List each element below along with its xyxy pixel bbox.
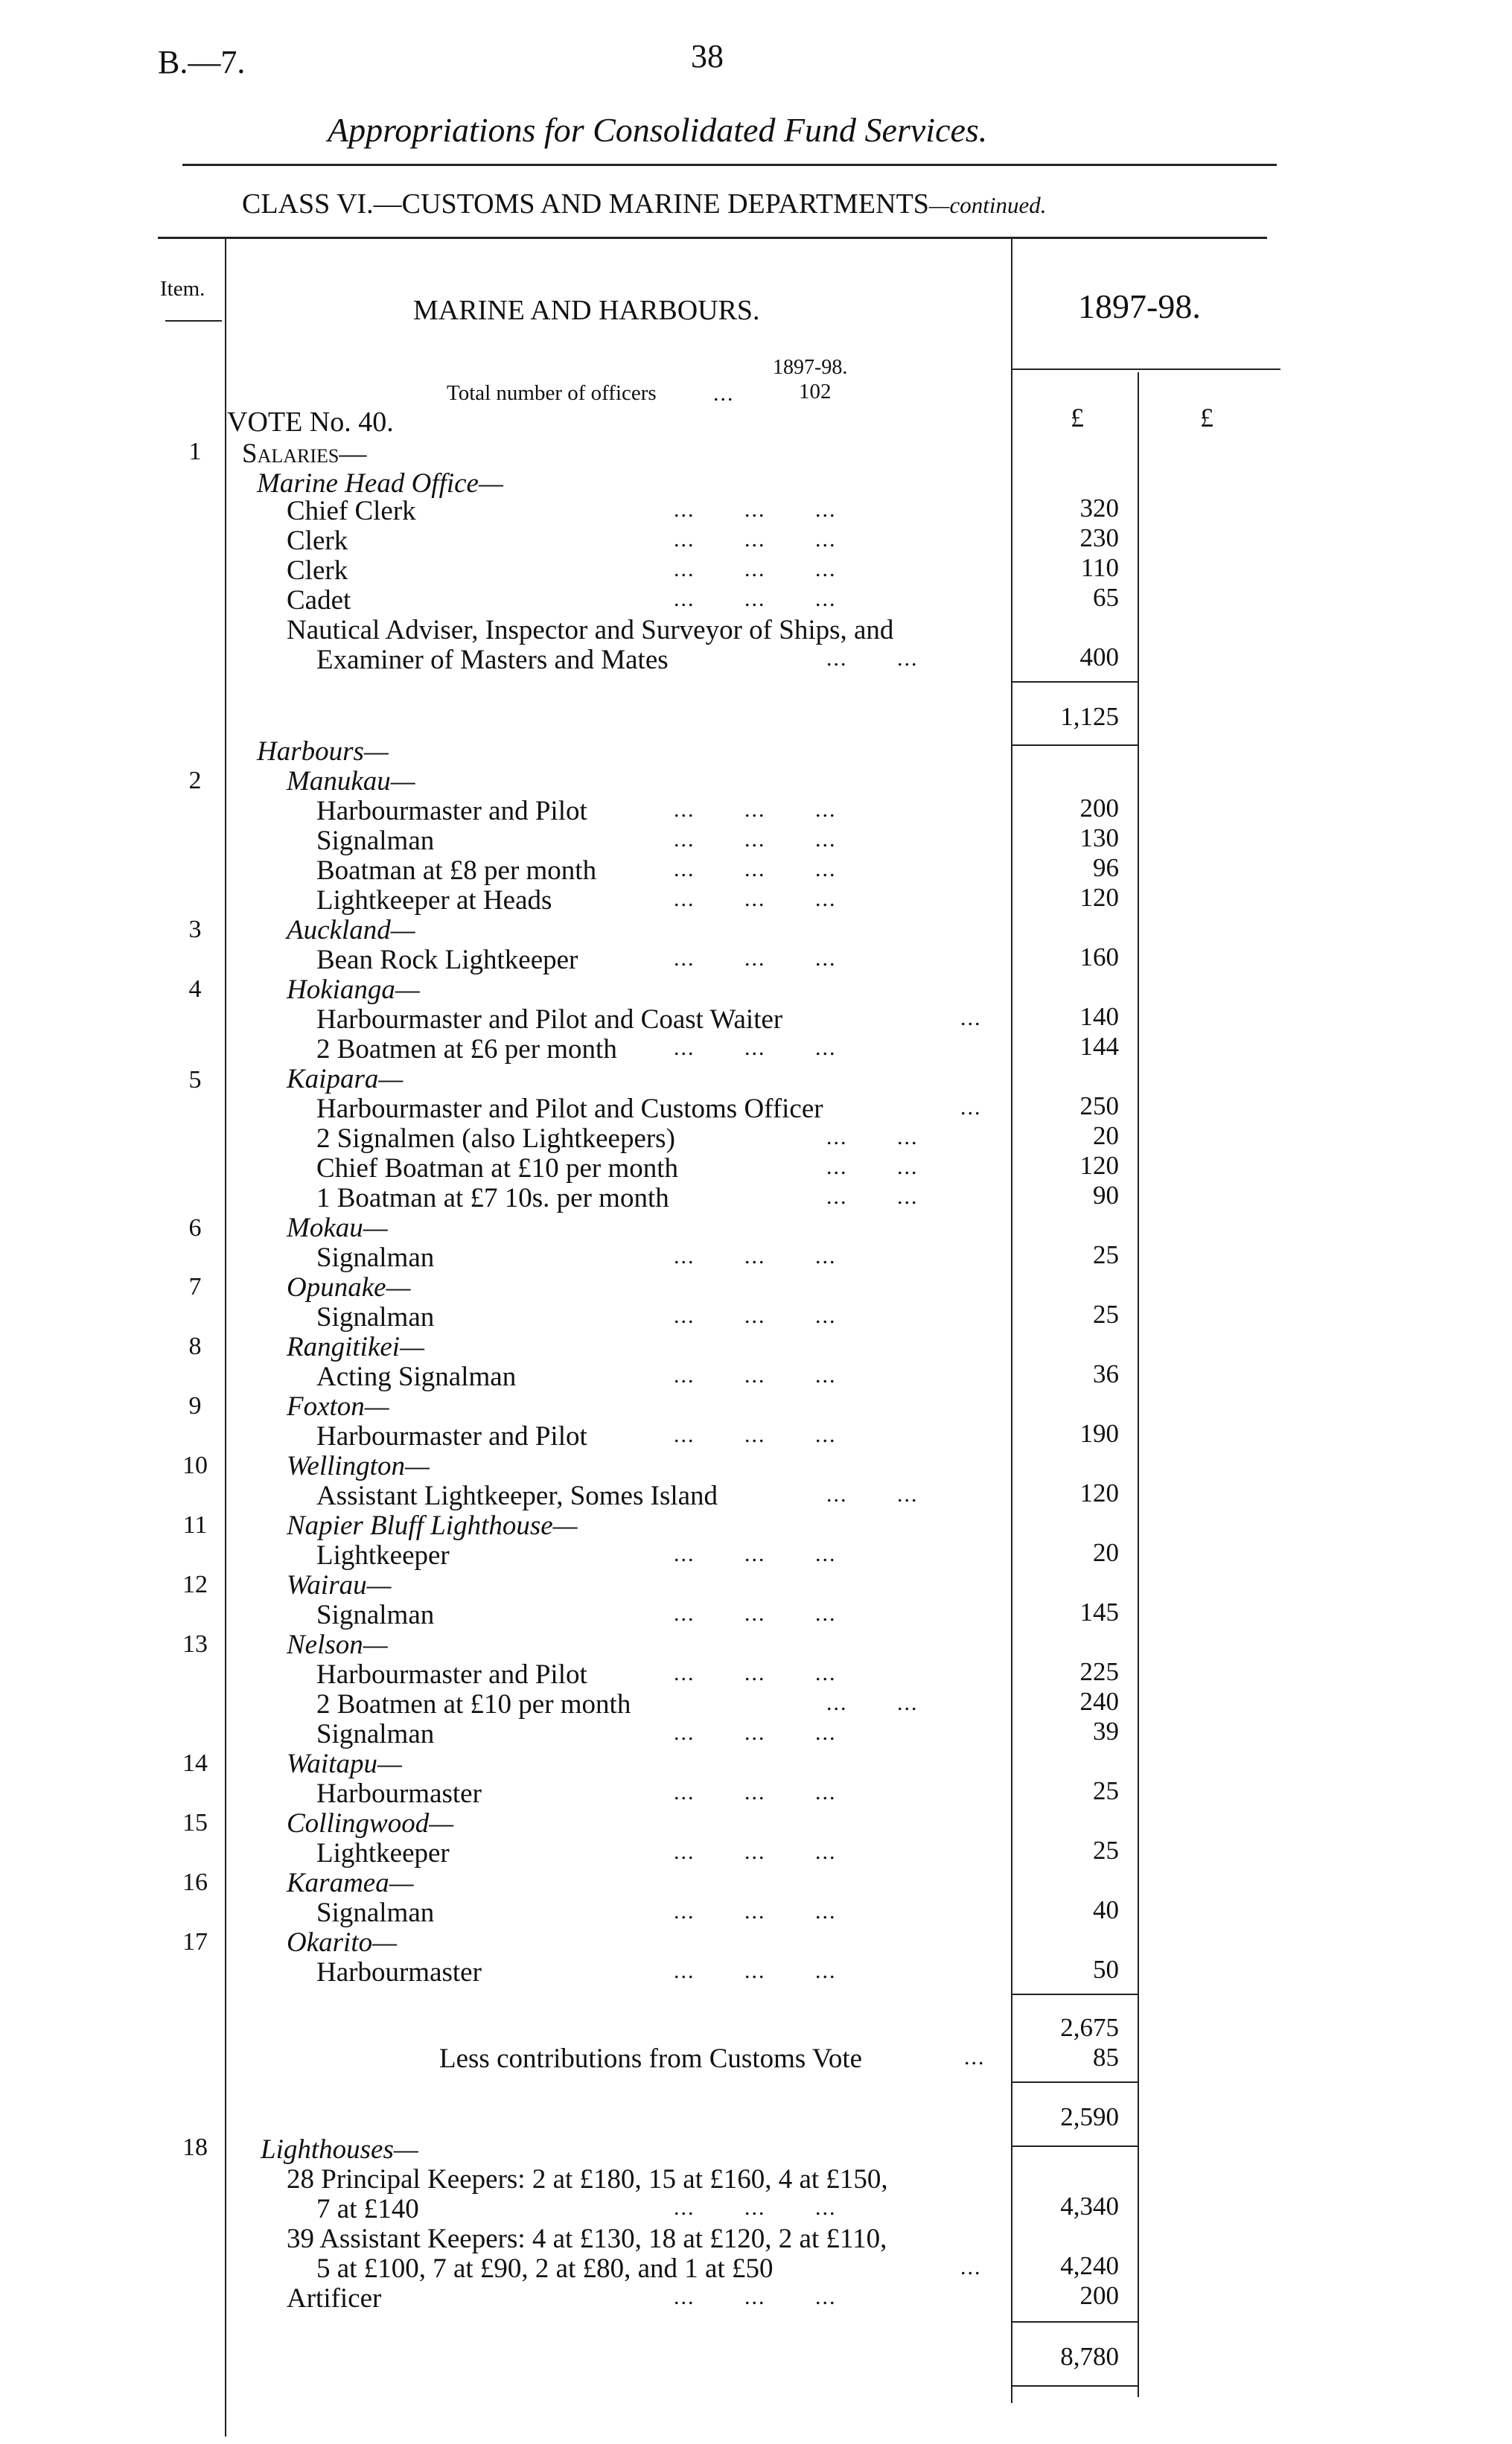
item-number: 14 — [182, 1749, 208, 1777]
row-label: 28 Principal Keepers: 2 at £180, 15 at £160, 4 at £150, — [287, 2164, 888, 2195]
item-number: 5 — [188, 1066, 202, 1094]
row-label: Acting Signalman — [316, 1362, 517, 1392]
leader-dots: ... ... ... — [674, 587, 837, 611]
leader-dots: ... ... ... — [674, 1780, 837, 1805]
row-label: 39 Assistant Keepers: 4 at £130, 18 at £120, 2 at £110, — [287, 2224, 887, 2254]
row-label: Lightkeeper — [316, 1540, 450, 1571]
leader-dots: ... ... ... — [674, 1304, 837, 1328]
item-number: 16 — [182, 1869, 208, 1896]
less-contributions-label: Less contributions from Customs Vote — [439, 2043, 863, 2074]
leader-dots: ... ... — [826, 1155, 919, 1179]
page-reference: B.—7. — [158, 44, 246, 80]
year-column-header: 1897-98. — [1078, 287, 1201, 325]
item-head-underline — [165, 320, 222, 322]
row-amount: 36 — [1093, 1359, 1119, 1388]
row-label: Lightkeeper — [316, 1838, 450, 1869]
row-label: Signalman — [316, 1898, 435, 1928]
row-amount: 20 — [1093, 1121, 1119, 1150]
leader-dots: ... ... — [826, 1184, 919, 1209]
leader-dots: ... — [960, 1095, 982, 1120]
subtotal-rule — [1012, 681, 1139, 683]
row-amount: 110 — [1080, 553, 1119, 582]
row-amount: 200 — [1079, 2281, 1119, 2310]
item-number: 13 — [182, 1630, 208, 1658]
marine-head-office-heading: Marine Head Office— — [257, 468, 503, 499]
class-heading-continued: —continued. — [928, 192, 1047, 218]
officers-dots: ... — [713, 381, 735, 406]
row-label-continued: 5 at £100, 7 at £90, 2 at £80, and 1 at £50 — [316, 2253, 773, 2284]
row-amount: 190 — [1079, 1419, 1119, 1448]
leader-dots: ... — [960, 2255, 982, 2279]
department-heading: MARINE AND HARBOURS. — [413, 295, 760, 326]
harbour-name: Auckland— — [287, 915, 415, 945]
row-label: Clerk — [287, 526, 348, 556]
lighthouses-heading: Lighthouses— — [261, 2134, 418, 2165]
subtotal-rule — [1012, 2081, 1139, 2083]
leader-dots: ... ... ... — [674, 857, 837, 881]
row-amount: 160 — [1079, 942, 1119, 971]
item-number: 3 — [188, 916, 202, 943]
subtotal-amount: 1,125 — [1060, 702, 1119, 731]
row-label: Harbourmaster and Pilot and Customs Officer — [316, 1094, 823, 1124]
leader-dots: ... ... ... — [674, 497, 837, 522]
harbour-name: Wellington— — [287, 1451, 430, 1481]
harbour-name: Kaipara— — [287, 1064, 403, 1094]
row-amount: 65 — [1093, 583, 1119, 612]
item-column-header: Item. — [160, 277, 205, 301]
row-amount: 4,240 — [1060, 2251, 1119, 2280]
leader-dots: ... ... — [826, 646, 919, 671]
pound-symbol-1: £ — [1071, 403, 1084, 433]
officers-count: 102 — [799, 380, 832, 403]
item-number: 1 — [188, 438, 202, 465]
harbour-name: Hokianga— — [287, 974, 420, 1005]
harbour-name: Karamea— — [287, 1868, 414, 1898]
row-amount: 225 — [1079, 1657, 1119, 1686]
row-label: Nautical Adviser, Inspector and Surveyor of Ships, and — [287, 615, 894, 645]
row-amount: 25 — [1093, 1776, 1119, 1805]
leader-dots: ... ... ... — [674, 1542, 837, 1566]
leader-dots: ... — [964, 2045, 986, 2070]
item-number: 2 — [188, 767, 202, 794]
leader-dots: ... ... ... — [674, 946, 837, 971]
row-amount: 4,340 — [1060, 2192, 1119, 2221]
row-label: Harbourmaster and Pilot — [316, 796, 587, 826]
row-amount: 145 — [1079, 1598, 1119, 1627]
row-label: Chief Clerk — [287, 496, 416, 526]
row-label: Artificer — [287, 2283, 382, 2314]
row-amount: 25 — [1093, 1240, 1119, 1269]
item-number: 17 — [182, 1928, 208, 1956]
leader-dots: ... ... ... — [674, 1363, 837, 1388]
row-label: 2 Boatmen at £6 per month — [316, 1034, 617, 1065]
leader-dots: ... ... — [826, 1482, 919, 1507]
deduction-amount: 85 — [1093, 2043, 1119, 2072]
row-label-continued: Examiner of Masters and Mates — [316, 645, 669, 675]
leader-dots: ... ... ... — [674, 2195, 837, 2220]
item-number: 7 — [188, 1273, 202, 1301]
subtotal-amount: 2,675 — [1060, 2013, 1119, 2042]
total-rule — [1012, 2321, 1139, 2323]
row-amount: 120 — [1079, 1478, 1119, 1507]
harbour-name: Manukau— — [287, 766, 415, 797]
row-amount: 240 — [1079, 1687, 1119, 1716]
row-label: 2 Boatmen at £10 per month — [316, 1689, 631, 1720]
row-amount: 250 — [1079, 1091, 1119, 1120]
total-rule — [1012, 2385, 1139, 2387]
row-label: Boatman at £8 per month — [316, 855, 597, 886]
harbour-name: Wairau— — [287, 1570, 392, 1601]
row-label-continued: 7 at £140 — [316, 2194, 419, 2224]
row-label: Harbourmaster and Pilot and Coast Waiter — [316, 1004, 783, 1035]
row-amount: 50 — [1093, 1955, 1119, 1984]
row-amount: 96 — [1093, 853, 1119, 882]
row-label: Signalman — [316, 1600, 435, 1630]
row-amount: 130 — [1079, 823, 1119, 852]
officers-year: 1897-98. — [773, 356, 848, 379]
row-label: Assistant Lightkeeper, Somes Island — [316, 1481, 718, 1511]
row-label: Bean Rock Lightkeeper — [316, 945, 578, 975]
leader-dots: ... ... ... — [674, 827, 837, 852]
total-amount: 8,780 — [1060, 2342, 1119, 2371]
leader-dots: ... ... ... — [674, 1661, 837, 1685]
page-title: Appropriations for Consolidated Fund Services. — [328, 111, 988, 149]
item-number: 11 — [182, 1511, 208, 1539]
leader-dots: ... ... — [826, 1125, 919, 1149]
row-label: Chief Boatman at £10 per month — [316, 1153, 679, 1184]
amount-column-rule-mid — [1138, 372, 1139, 2397]
row-amount: 25 — [1093, 1836, 1119, 1865]
vote-number: VOTE No. 40. — [227, 406, 394, 438]
row-amount: 39 — [1093, 1717, 1119, 1746]
class-heading — [242, 188, 1046, 220]
subtotal-rule — [1012, 744, 1139, 746]
harbour-name: Opunake— — [287, 1272, 411, 1303]
row-amount: 90 — [1093, 1181, 1119, 1210]
row-amount: 20 — [1093, 1538, 1119, 1567]
item-number: 9 — [188, 1392, 202, 1420]
row-label: Harbourmaster — [316, 1957, 482, 1988]
title-rule — [182, 164, 1277, 166]
subtotal-rule — [1012, 2145, 1139, 2147]
officers-label: Total number of officers — [447, 381, 657, 405]
row-amount: 320 — [1079, 494, 1119, 523]
row-label: 2 Signalmen (also Lightkeepers) — [316, 1123, 675, 1154]
leader-dots: ... ... ... — [674, 1840, 837, 1864]
item-column-rule — [225, 237, 226, 2437]
leader-dots: ... ... ... — [674, 1601, 837, 1626]
item-number: 10 — [182, 1452, 208, 1479]
subtotal-amount: 2,590 — [1060, 2102, 1119, 2131]
harbour-name: Rangitikei— — [287, 1332, 424, 1362]
row-amount: 25 — [1093, 1300, 1119, 1329]
row-label: Signalman — [316, 1719, 435, 1749]
subtotal-rule — [1012, 1994, 1139, 1995]
pound-symbol-2: £ — [1200, 403, 1213, 433]
harbour-name: Waitapu— — [287, 1749, 402, 1779]
row-label: Lightkeeper at Heads — [316, 885, 552, 916]
row-amount: 120 — [1079, 883, 1119, 912]
row-label: Harbourmaster — [316, 1778, 482, 1809]
harbour-name: Napier Bluff Lighthouse— — [287, 1510, 578, 1541]
row-amount: 230 — [1079, 523, 1119, 552]
harbour-name: Collingwood— — [287, 1808, 454, 1839]
item-number: 18 — [182, 2134, 208, 2161]
leader-dots: ... ... ... — [674, 1244, 837, 1269]
leader-dots: ... ... ... — [674, 1959, 837, 1983]
row-amount: 144 — [1079, 1032, 1119, 1061]
harbours-heading: Harbours— — [257, 736, 389, 767]
row-label: Clerk — [287, 555, 348, 586]
page-number: 38 — [691, 38, 724, 74]
leader-dots: ... ... ... — [674, 2285, 837, 2309]
leader-dots: ... ... ... — [674, 1036, 837, 1060]
harbour-name: Nelson— — [287, 1630, 388, 1660]
row-amount: 40 — [1093, 1895, 1119, 1924]
row-label: Cadet — [287, 585, 351, 616]
row-label: 1 Boatman at £7 10s. per month — [316, 1183, 669, 1213]
leader-dots: ... ... ... — [674, 797, 837, 822]
class-heading-main: CLASS VI.—CUSTOMS AND MARINE DEPARTMENTS — [242, 188, 929, 220]
row-label: Harbourmaster and Pilot — [316, 1659, 587, 1690]
row-label: Signalman — [316, 1242, 435, 1273]
salaries-heading: Salaries— — [242, 438, 367, 469]
leader-dots: ... ... ... — [674, 887, 837, 911]
item-number: 15 — [182, 1809, 208, 1837]
leader-dots: ... ... — [826, 1691, 919, 1715]
row-amount: 200 — [1079, 794, 1119, 823]
leader-dots: ... — [960, 1006, 982, 1030]
row-label: Harbourmaster and Pilot — [316, 1421, 587, 1452]
leader-dots: ... ... ... — [674, 1899, 837, 1924]
harbour-name: Mokau— — [287, 1213, 388, 1243]
harbour-name: Okarito— — [287, 1927, 397, 1958]
item-number: 12 — [182, 1571, 208, 1598]
leader-dots: ... ... ... — [674, 1720, 837, 1745]
header-underline-amount — [1012, 368, 1280, 370]
row-label: Signalman — [316, 826, 435, 856]
leader-dots: ... ... ... — [674, 557, 837, 581]
row-amount: 120 — [1079, 1151, 1119, 1180]
leader-dots: ... ... ... — [674, 527, 837, 552]
item-number: 4 — [188, 975, 202, 1003]
row-amount: 140 — [1079, 1002, 1119, 1031]
harbour-name: Foxton— — [287, 1391, 389, 1422]
amount-column-rule-left — [1011, 237, 1012, 2403]
item-number: 8 — [188, 1333, 202, 1360]
row-amount: 400 — [1079, 642, 1119, 671]
leader-dots: ... ... ... — [674, 1423, 837, 1447]
row-label: Signalman — [316, 1302, 435, 1333]
table-top-rule — [158, 237, 1267, 239]
item-number: 6 — [188, 1214, 202, 1242]
